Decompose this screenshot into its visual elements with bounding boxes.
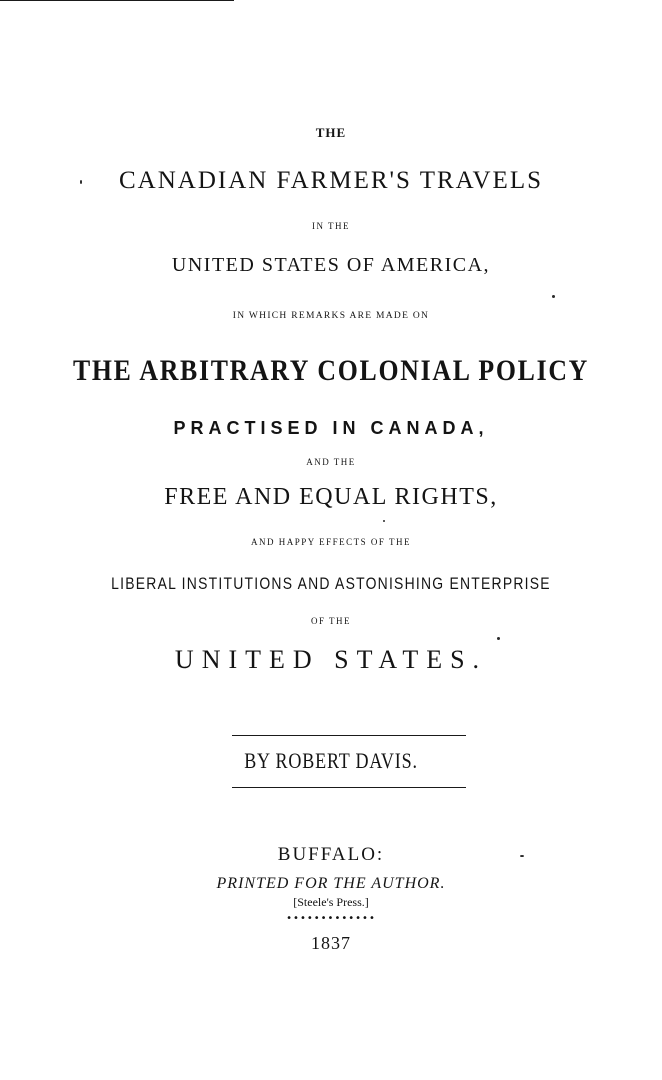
imprint-place: BUFFALO:	[277, 844, 385, 865]
rule-below-byline-double	[0, 0, 234, 1]
rule-above-byline	[232, 735, 466, 736]
liberal-institutions-line: LIBERAL INSTITUTIONS AND ASTONISHING ENTERPRISE	[111, 574, 551, 593]
imprint-press: [Steele's Press.]	[293, 895, 369, 909]
scan-speck	[520, 855, 524, 857]
ornament-dots: •••••••••••••	[286, 913, 376, 924]
united-states-line: UNITED STATES.	[174, 645, 488, 674]
imprint-printed-for: PRINTED FOR THE AUTHOR.	[216, 875, 446, 892]
free-rights-line: FREE AND EQUAL RIGHTS,	[164, 484, 498, 510]
scan-speck	[552, 295, 555, 298]
connector-in-the: IN THE	[311, 221, 351, 231]
policy-heading: THE ARBITRARY COLONIAL POLICY	[72, 354, 590, 387]
connector-in-which: IN WHICH REMARKS ARE MADE ON	[232, 311, 430, 321]
scan-speck	[383, 520, 385, 522]
connector-of-the: OF THE	[310, 616, 352, 626]
title-article: THE	[315, 125, 347, 140]
connector-happy-effects: AND HAPPY EFFECTS OF THE	[250, 537, 412, 547]
rule-below-byline	[232, 787, 466, 788]
practised-line: PRACTISED IN CANADA,	[173, 418, 489, 438]
main-title: CANADIAN FARMER'S TRAVELS	[118, 167, 543, 194]
scan-speck	[497, 637, 500, 640]
author-byline: BY ROBERT DAVIS.	[244, 748, 418, 773]
country-line: UNITED STATES OF AMERICA,	[171, 254, 491, 276]
scan-speck	[80, 180, 82, 184]
connector-and-the: AND THE	[306, 457, 356, 467]
imprint-year: 1837	[311, 933, 351, 953]
